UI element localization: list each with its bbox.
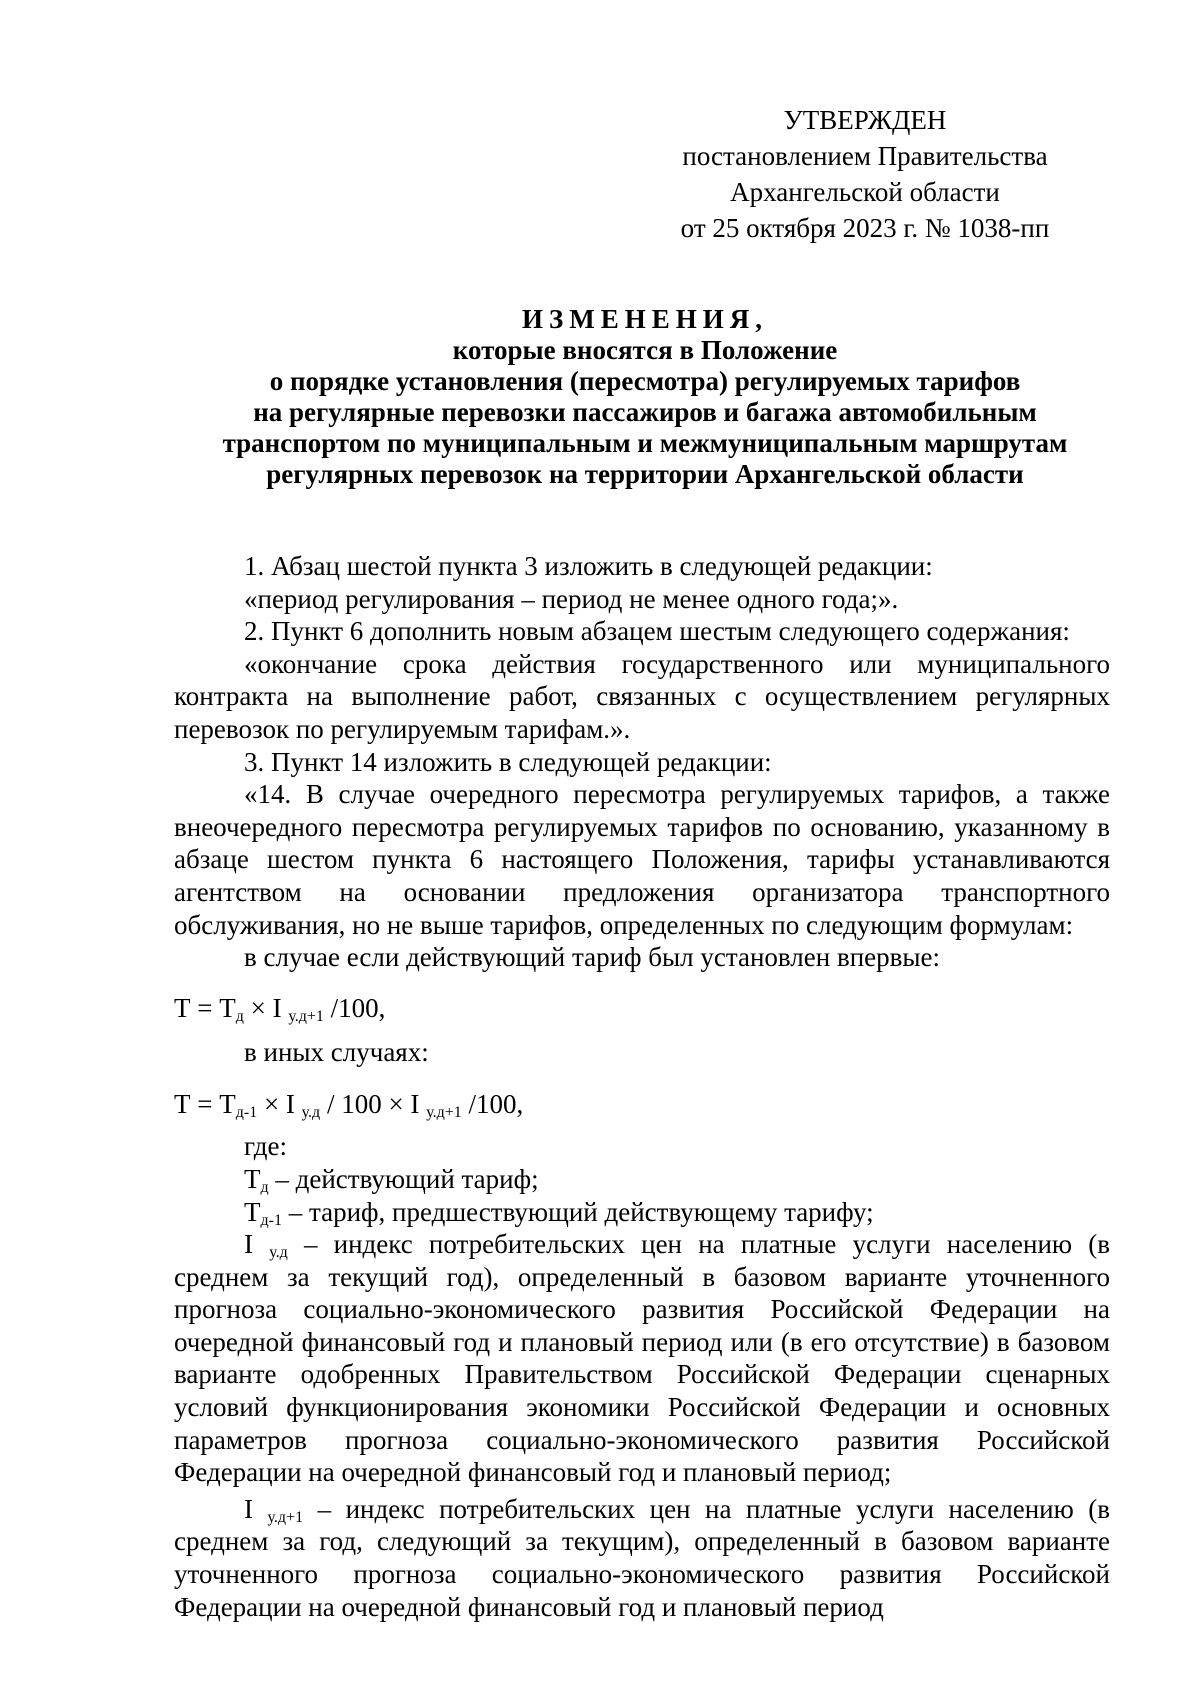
formula-other-cases: [174, 1068, 1110, 1130]
paragraph-3: 2. Пункт 6 дополнить новым абзацем шестым следующего содержания:: [244, 616, 1070, 647]
heading-title: ИЗМЕНЕНИЯ,: [521, 304, 768, 334]
formula-2-part: Т = Т: [174, 1089, 236, 1120]
paragraph-7: в случае если действующий тариф был установлен впервые:: [244, 942, 941, 973]
document-heading: [180, 304, 1110, 490]
paragraph-5: 3. Пункт 14 изложить в следующей редакции:: [244, 746, 772, 777]
definition-previous-tariff: [174, 1196, 1110, 1229]
formula-2-sub: у.д+1: [426, 1104, 462, 1122]
formula-2-sub: д-1: [235, 1104, 258, 1122]
definition-subscript: у.д: [269, 1244, 288, 1262]
formula-first-tariff: [174, 974, 1110, 1036]
formula-2-part: × I: [257, 1089, 302, 1120]
formula-2-part: /100,: [461, 1089, 524, 1120]
definition-text: – индекс потребительских цен на платные услуги населению (в среднем за год, следующий за текущим), определенный в базовом варианте уточненного прогноза социально-экономического развития Российской Федерации на очередной финансовый год и плановый период: [174, 1493, 1110, 1622]
heading-line-5: транспортом по муниципальным и межмуниципальным маршрутам: [222, 428, 1068, 458]
formula-2-part: / 100 × I: [320, 1089, 427, 1120]
paragraph-4: «окончание срока действия государственного или муниципального контракта на выполнение работ, связанных с осуществлением регулярных перевозок по регулируемым тарифам.».: [174, 648, 1110, 744]
definition-text: – индекс потребительских цен на платные услуги населению (в среднем за текущий год), определенный в базовом варианте уточненного прогноза социально-экономического развития Российской Федерации на очередной финансовый год и плановый период или (в его отсутствие) в базовом варианте одобренных Правительством Российской Федерации сценарных условий функционирования экономики Российской Федерации и основных параметров прогноза социально-экономического развития Российской Федерации на очередной финансовый год и плановый период;: [174, 1229, 1111, 1488]
formula-1-part: /100,: [323, 992, 386, 1023]
formula-1-sub: у.д+1: [288, 1007, 324, 1025]
heading-line-6: регулярных перевозок на территории Архангельской области: [266, 459, 1024, 489]
paragraph-2: «период регулирования – период не менее одного года;».: [244, 583, 899, 614]
heading-line-4: на регулярные перевозки пассажиров и багажа автомобильным: [253, 397, 1037, 427]
formula-1-part: Т = Т: [174, 992, 236, 1023]
definition-subscript: у.д+1: [267, 1508, 304, 1526]
definition-index-next-year: [174, 1493, 1110, 1623]
heading-line-2: которые вносятся в Положение: [452, 335, 838, 365]
approval-date-number: от 25 октября 2023 г. № 1038-пп: [680, 213, 1050, 243]
formula-1-part: × I: [243, 992, 289, 1023]
definition-subscript: д: [260, 1178, 269, 1196]
definition-symbol: Т: [244, 1163, 261, 1194]
approval-issuer: постановлением Правительства: [682, 141, 1048, 171]
paragraph-6: «14. В случае очередного пересмотра регулируемых тарифов, а также внеочередного пересмотра регулируемых тарифов по основанию, указанному в абзаце шестом пункта 6 настоящего Положения, тарифы устанавливаются агентством на основании предложения организатора транспортного обслуживания, но не выше тарифов, определенных по следующим формулам:: [174, 779, 1110, 940]
paragraph-1: 1. Абзац шестой пункта 3 изложить в следующей редакции:: [244, 551, 933, 581]
approval-title: УТВЕРЖДЕН: [783, 105, 947, 135]
definition-symbol: I: [244, 1229, 270, 1260]
definition-symbol: Т: [244, 1196, 261, 1227]
formula-1-sub: д: [235, 1007, 244, 1025]
formula-2-sub: у.д: [301, 1104, 321, 1122]
paragraph-8: в иных случаях:: [244, 1036, 429, 1067]
definition-text: – действующий тариф;: [268, 1163, 539, 1194]
document-body: [174, 550, 1110, 1623]
paragraph-where: где:: [244, 1131, 287, 1162]
definition-text: – тариф, предшествующий действующему тарифу;: [281, 1196, 874, 1227]
definition-current-tariff: [174, 1163, 1110, 1196]
definition-symbol: I: [244, 1493, 268, 1524]
definition-subscript: д-1: [260, 1211, 282, 1229]
heading-line-3: о порядке установления (пересмотра) регулируемых тарифов: [269, 366, 1021, 396]
definition-index-current-year: [174, 1228, 1110, 1489]
approval-region: Архангельской области: [730, 177, 1000, 207]
approval-stamp-block: [660, 102, 1070, 246]
